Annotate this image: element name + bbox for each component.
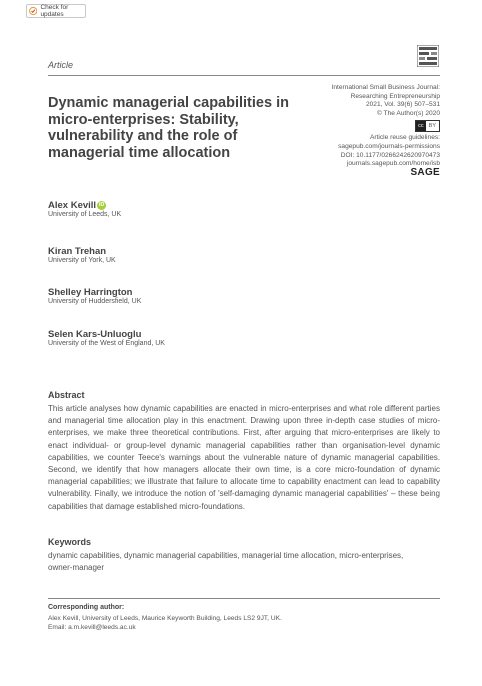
author-name: Shelley Harrington bbox=[48, 287, 133, 298]
journal-meta bbox=[300, 84, 440, 177]
cc-badge-left: cc bbox=[418, 123, 424, 130]
cc-license-badge[interactable] bbox=[300, 118, 440, 134]
corresponding-author-address: Alex Kevill, University of Leeds, Maurice Keyworth Building, Leeds LS2 9JT, UK. bbox=[48, 615, 282, 622]
keywords-heading: Keywords bbox=[48, 537, 92, 547]
author-name: Alex Kevill bbox=[48, 200, 97, 211]
journal-meta-line: Researching Entrepreneurship bbox=[350, 92, 440, 100]
article-type-label: Article bbox=[48, 60, 74, 70]
journal-meta-line: 2021, Vol. 39(6) 507–531 bbox=[365, 101, 440, 109]
author-name: Kiran Trehan bbox=[48, 246, 107, 257]
orcid-icon[interactable]: iD bbox=[98, 202, 105, 208]
check-for-updates-badge[interactable] bbox=[26, 4, 86, 18]
author-affiliation: University of Leeds, UK bbox=[48, 211, 122, 218]
journal-meta-line: Article reuse guidelines: bbox=[369, 134, 440, 142]
abstract-text: This article analyses how dynamic capabilities are enacted in micro-enterprises and what role different parties and managerial time allocation play in this enactment. Drawing upon three in-depth case studies of micro-enterprises, we make three theoretical contributions. First, after arguing that micro-enterprises are likely to enact individual- or group-level dynamic managerial capabilities rather than organisation-level dynamic capabilities, we counter Teece's warnings about the vulnerable nature of dynamic managerial capabilities. Second, we identify that how managers allocate their own time, is a core micro-foundation of dynamic managerial capabilities; we illustrate that failure to allocate time to capability enactment can lead to capability vulnerability. Finally, we introduce the notion of 'self-damaging dynamic managerial capabilities' – these being capabilities that damage established micro-foundations. bbox=[48, 404, 440, 511]
corresponding-author-heading: Corresponding author: bbox=[48, 604, 125, 611]
author-affiliation: University of Huddersfield, UK bbox=[48, 298, 142, 305]
author-block bbox=[48, 329, 165, 347]
journal-home-link[interactable]: journals.sagepub.com/home/isb bbox=[346, 160, 440, 168]
check-updates-label: Check for updates bbox=[40, 4, 69, 18]
cc-badge-right: BY bbox=[428, 123, 436, 130]
author-block bbox=[48, 246, 116, 264]
check-updates-icon bbox=[29, 6, 37, 16]
corresponding-author-email[interactable]: Email: a.m.kevill@leeds.ac.uk bbox=[48, 624, 136, 631]
journal-meta-line: © The Author(s) 2020 bbox=[376, 109, 440, 117]
journal-logo-icon bbox=[417, 45, 439, 67]
sage-logo: SAGE bbox=[410, 166, 440, 178]
author-block bbox=[48, 287, 141, 305]
article-title: Dynamic managerial capabilities in micro-enterprises: Stability, vulnerability and the role of managerial time allocation bbox=[48, 95, 289, 161]
keywords-text: dynamic capabilities, dynamic managerial capabilities, managerial time allocation, micro-enterprises, owner-manager bbox=[48, 551, 404, 573]
footer-divider bbox=[48, 598, 440, 599]
journal-meta-line: International Small Business Journal: bbox=[331, 84, 440, 91]
author-affiliation: University of York, UK bbox=[48, 257, 116, 264]
doi-link[interactable]: DOI: 10.1177/0266242620970473 bbox=[340, 151, 440, 159]
author-affiliation: University of the West of England, UK bbox=[48, 340, 165, 347]
permissions-link[interactable]: sagepub.com/journals-permissions bbox=[338, 142, 440, 150]
author-name: Selen Kars-Unluoglu bbox=[48, 329, 142, 340]
author-block bbox=[48, 200, 121, 218]
corresponding-author-details bbox=[48, 614, 282, 632]
abstract-heading: Abstract bbox=[48, 390, 85, 400]
header-divider bbox=[48, 75, 440, 76]
